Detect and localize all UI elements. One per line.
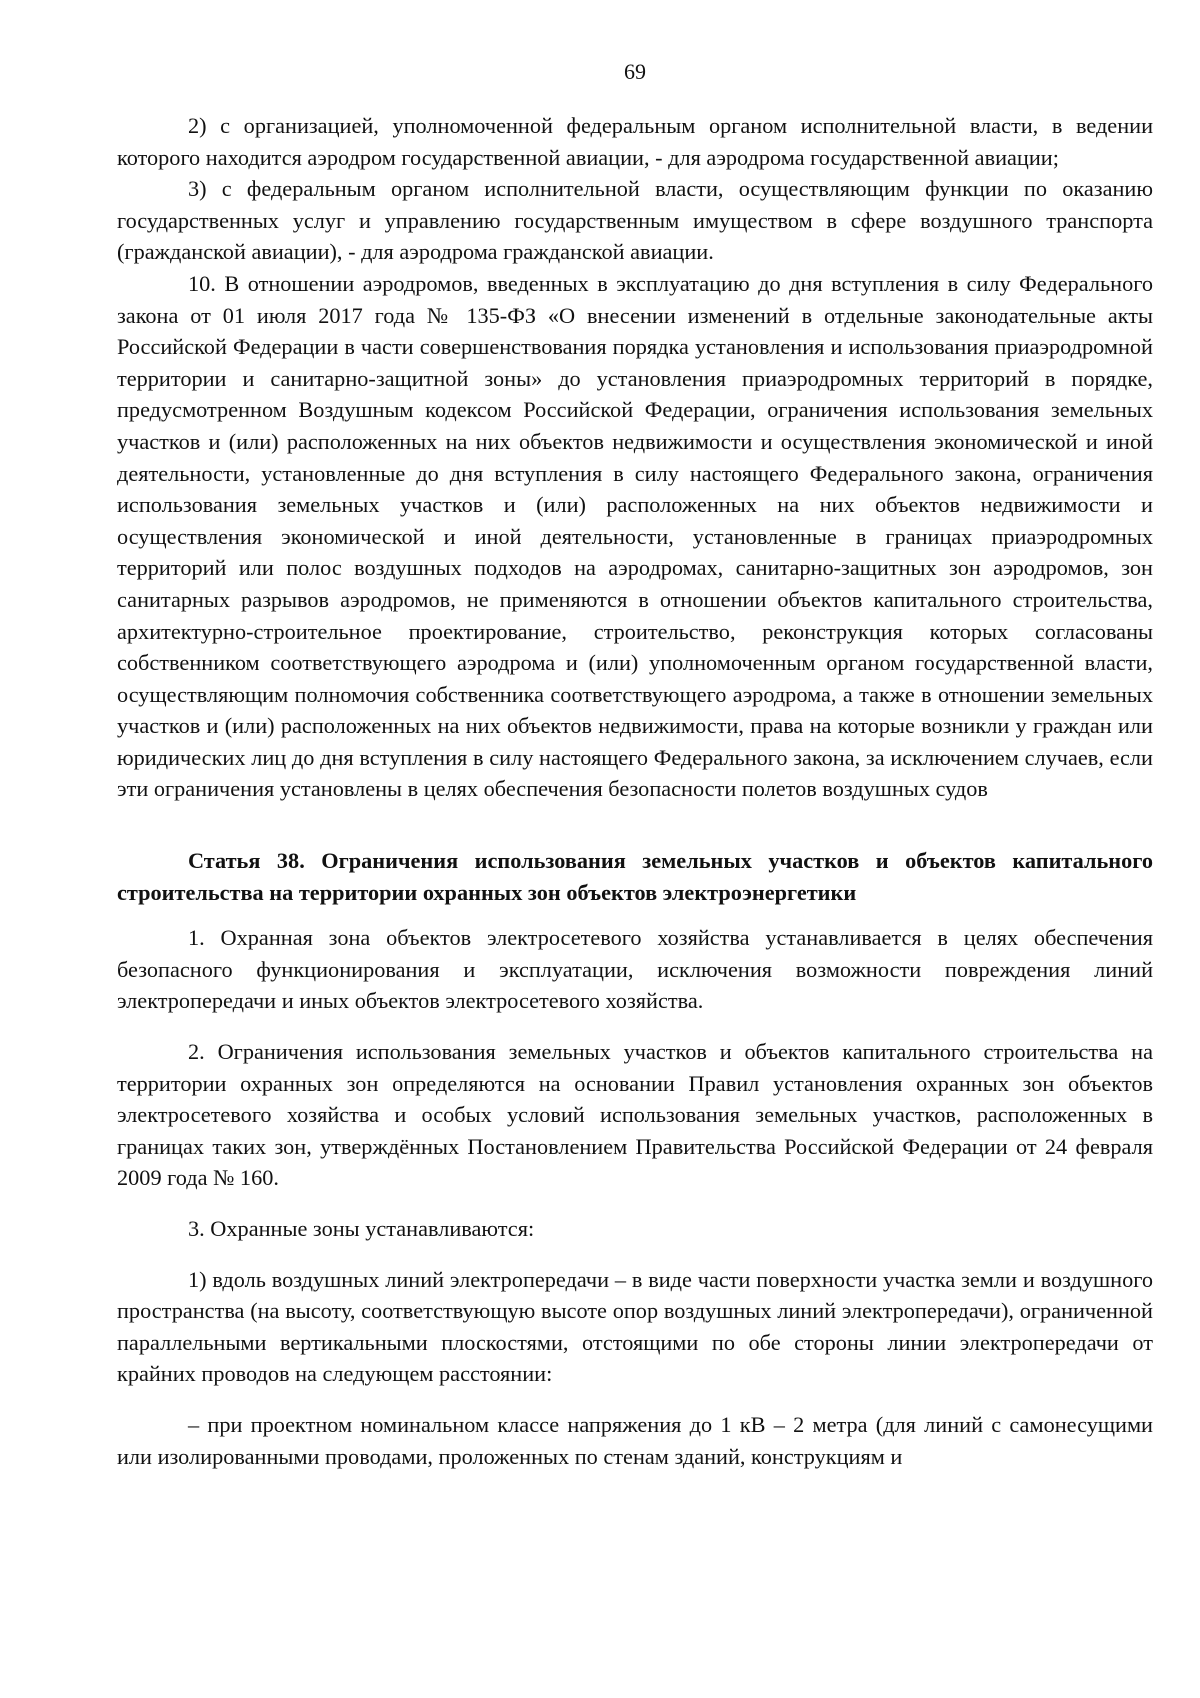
article-38-heading: Статья 38. Ограничения использования земельных участков и объектов капитального строительства на территории охранных зон объектов электроэнергетики — [117, 848, 1153, 905]
paragraph-item-3: 3) с федеральным органом исполнительной власти, осуществляющим функции по оказанию государственных услуг и управлению государственным имуществом в сфере воздушного транспорта (гражданской авиации), - для аэродрома гражданской авиации. — [117, 176, 1153, 265]
article-38-clause-3: 3. Охранные зоны устанавливаются: — [188, 1216, 535, 1241]
page-number: 69 — [624, 59, 646, 84]
article-38-clause-3-item-1: 1) вдоль воздушных линий электропередачи – в виде части поверхности участка земли и воздушного пространства (на высоту, соответствующую высоте опор воздушных линий электропередачи), ограниченной параллельными вертикальными плоскостями, отстоящими по обе стороны линии электропередачи от крайних проводов на следующем расстоянии: — [117, 1266, 1153, 1387]
paragraph-item-2: 2) с организацией, уполномоченной федеральным органом исполнительной власти, в ведении которого находится аэродром государственной авиации, - для аэродрома государственной авиации; — [117, 113, 1153, 170]
article-38-clause-3-dash-item: – при проектном номинальном классе напряжения до 1 кВ – 2 метра (для линий с самонесущими или изолированными проводами, проложенных по стенам зданий, конструкциям и — [117, 1411, 1153, 1469]
article-38-clause-2: 2. Ограничения использования земельных участков и объектов капитального строительства на территории охранных зон определяются на основании Правил установления охранных зон объектов электросетевого хозяйства и особых условий использования земельных участков, расположенных в границах таких зон, утверждённых Постановлением Правительства Российской Федерации от 24 февраля 2009 года № 160. — [117, 1039, 1153, 1191]
paragraph-item-10: 10. В отношении аэродромов, введенных в эксплуатацию до дня вступления в силу Федерального закона от 01 июля 2017 года № 135-ФЗ «О внесении изменений в отдельные законодательные акты Российской Федерации в части совершенствования порядка установления и использования приаэродромной территории и санитарно-защитной зоны» до установления приаэродромных территорий в порядке, предусмотренном Воздушным кодексом Российской Федерации, ограничения использования земельных участков и (или) расположенных на них объектов недвижимости и осуществления экономической и иной деятельности, установленные до дня вступления в силу настоящего Федерального закона, ограничения использования земельных участков и (или) расположенных на них объектов недвижимости и осуществления экономической и иной деятельности, установленные в границах приаэродромных территорий или полос воздушных подходов на аэродромах, санитарно-защитных зон аэродромов, зон санитарных разрывов аэродромов, не применяются в отношении объектов капитального строительства, архитектурно-строительное проектирование, строительство, реконструкция которых согласованы собственником соответствующего аэродрома и (или) уполномоченным органом государственной власти, осуществляющим полномочия собственника соответствующего аэродрома, а также в отношении земельных участков и (или) расположенных на них объектов недвижимости, права на которые возникли у граждан или юридических лиц до дня вступления в силу настоящего Федерального закона, за исключением случаев, если эти ограничения установлены в целях обеспечения безопасности полетов воздушных судов — [117, 270, 1153, 802]
document-body — [117, 110, 1153, 1472]
article-38-clause-1: 1. Охранная зона объектов электросетевого хозяйства устанавливается в целях обеспечения безопасного функционирования и эксплуатации, исключения возможности повреждения линий электропередачи и иных объектов электросетевого хозяйства. — [117, 925, 1153, 1014]
document-page — [117, 0, 1153, 1698]
